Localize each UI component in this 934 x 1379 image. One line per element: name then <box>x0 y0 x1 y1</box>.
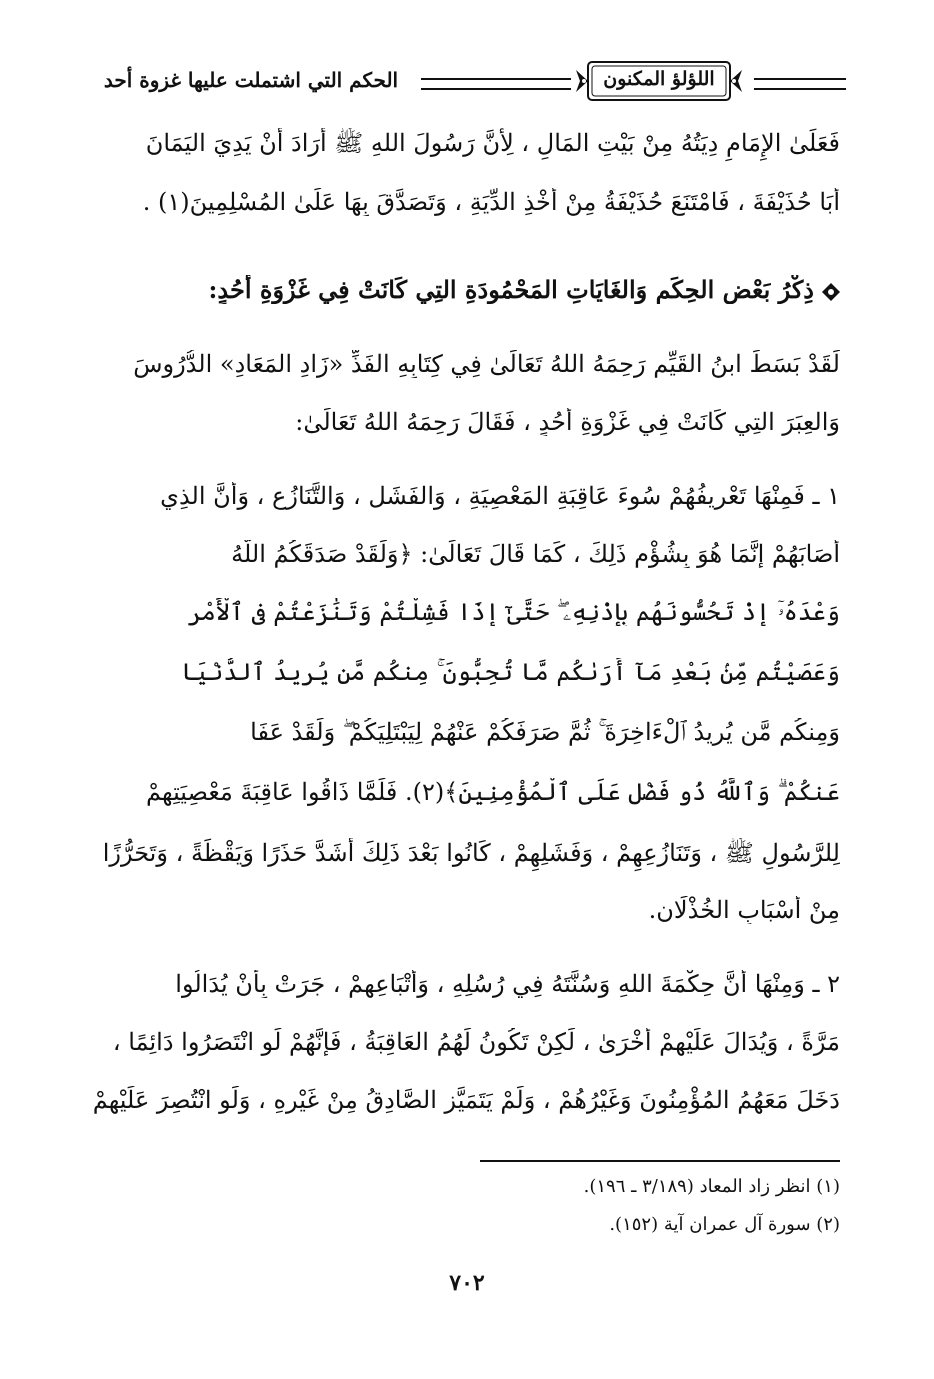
header-rule-right <box>754 78 846 90</box>
text-line: أَبَا حُذَيْفَةَ ، فَامْتَنَعَ حُذَيْفَةُ مِنْ أَخْذِ الدِّيَةِ ، وَتَصَدَّقَ بِهَا عَلَىٰ المُسْلِمِينَ(١) . <box>142 188 840 216</box>
ornament-bullet-icon <box>822 283 840 301</box>
page-number: ٧٠٢ <box>449 1270 485 1296</box>
running-header <box>86 52 846 114</box>
text-line: وَعْدَهُۥٓ إِذْ تَحُسُّونَهُم بِإِذْنِهِۦ ۖ حَتَّىٰٓ إِذَا فَشِلْتُمْ وَتَنَٰزَعْتُمْ فِى ٱلْأَمْرِ <box>187 598 840 626</box>
text-line: ٢ ـ وَمِنْهَا أَنَّ حِكْمَةَ اللهِ وَسُنَّتَهُ فِي رُسُلِهِ ، وَأَتْبَاعِهِمْ ، جَرَتْ بِأَنْ يُدَالُوا <box>175 970 840 998</box>
section-heading <box>92 275 840 315</box>
text-line: أَصَابَهُمْ إِنَّمَا هُوَ بِشُؤْمِ ذَلِكَ ، كَمَا قَالَ تَعَالَىٰ: ﴿وَلَقَدْ صَدَقَكُمُ اللَّهُ <box>231 540 840 568</box>
text-line: لِلرَّسُولِ ﷺ ، وَتَنَازُعِهِمْ ، وَفَشَلِهِمْ ، كَانُوا بَعْدَ ذَلِكَ أَشَدَّ حَذَرًا وَيَقْظَةً ، وَتَحَرُّزًا <box>102 839 840 867</box>
paragraph-4 <box>92 970 840 1140</box>
paragraph-3 <box>92 482 840 952</box>
chapter-title: الحكم التي اشتملت عليها غزوة أحد <box>103 68 399 92</box>
paragraph-2 <box>92 350 840 460</box>
text-line: عَنكُمْ ۗ وَٱللَّهُ ذُو فَضْلٍ عَلَى ٱلْمُؤْمِنِينَ﴾(٢). فَلَمَّا ذَاقُوا عَاقِبَةَ مَعْصِيَتِهِمْ <box>146 778 840 806</box>
footnote-1: (١) انظر زاد المعاد (٣/١٨٩ ـ ١٩٦). <box>583 1176 840 1197</box>
text-line: ١ ـ فَمِنْهَا تَعْرِيفُهُمْ سُوءَ عَاقِبَةِ المَعْصِيَةِ ، وَالفَشَلِ ، وَالتَّنَازُعِ ، وَأَنَّ الذِي <box>160 482 840 510</box>
text-line: دَخَلَ مَعَهُمُ المُؤْمِنُونَ وَغَيْرُهُمْ ، وَلَمْ يَتَمَيَّزِ الصَّادِقُ مِنْ غَيْرِهِ ، وَلَوِ انْتُصِرَ عَلَيْهِمْ <box>92 1086 840 1114</box>
book-title: اللؤلؤ المكنون <box>603 68 715 90</box>
text-line: وَعَصَيْتُم مِّنۢ بَعْدِ مَآ أَرَىٰكُم مَّا تُحِبُّونَ ۚ مِنكُم مَّن يُرِيدُ ٱلدُّنْيَا <box>181 658 840 686</box>
paragraph-1 <box>92 128 840 238</box>
section-heading-text: ذِكْرُ بَعْضِ الحِكَمِ وَالغَايَاتِ المَحْمُودَةِ التِي كَانَتْ فِي غَزْوَةِ أُحُدٍ: <box>208 275 814 304</box>
text-line: لَقَدْ بَسَطَ ابنُ القَيِّمِ رَحِمَهُ اللهُ تَعَالَىٰ فِي كِتَابِهِ الفَذِّ «زَادِ المَعَادِ» الدُّرُوسَ <box>133 350 840 378</box>
footnote-divider <box>480 1160 840 1162</box>
text-line: مِنْ أَسْبَابِ الخُذْلَانِ. <box>648 896 840 924</box>
text-line: فَعَلَىٰ الإِمَامِ دِيَتُهُ مِنْ بَيْتِ المَالِ ، لِأَنَّ رَسُولَ اللهِ ﷺ أَرَادَ أَنْ يَدِيَ اليَمَانَ <box>145 129 840 157</box>
text-line: وَمِنكُم مَّن يُرِيدُ ٱلْءَاخِرَةَ ۚ ثُمَّ صَرَفَكُمْ عَنْهُمْ لِيَبْتَلِيَكُمْ ۖ وَلَقَدْ عَفَا <box>250 718 840 746</box>
book-title-badge <box>574 56 744 106</box>
footnote-2: (٢) سورة آل عمران آية (١٥٢). <box>609 1214 840 1235</box>
header-rule-left <box>421 78 571 90</box>
text-line: وَالعِبَرَ التِي كَانَتْ فِي غَزْوَةِ أُحُدٍ ، فَقَالَ رَحِمَهُ اللهُ تَعَالَىٰ: <box>295 408 840 436</box>
text-line: مَرَّةً ، وَيُدَالَ عَلَيْهِمْ أُخْرَىٰ ، لَكِنْ تَكُونُ لَهُمُ العَاقِبَةُ ، فَإِنَّهُمْ لَوِ انْتَصَرُوا دَائِمًا ، <box>112 1028 840 1056</box>
